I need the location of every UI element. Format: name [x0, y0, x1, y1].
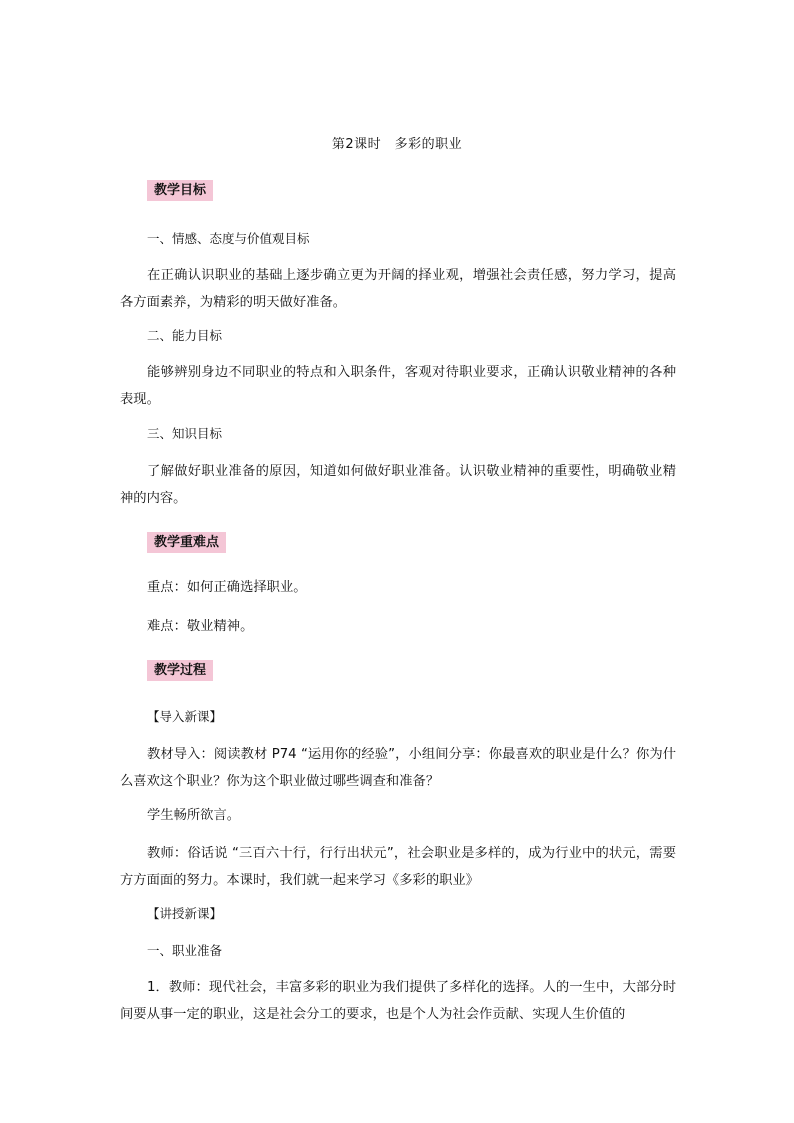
goal-heading-emotion: 一、情感、态度与价值观目标	[147, 231, 310, 246]
section-tag-key-points: 教学重难点	[147, 532, 226, 553]
goal-heading-knowledge: 三、知识目标	[147, 426, 223, 441]
intro-paragraph-students: 学生畅所欲言。	[147, 808, 241, 823]
intro-paragraph-material: 教材导入：阅读教材 P74 “运用你的经验”，小组间分享：你最喜欢的职业是什么？你为什么喜欢这个职业？你为这个职业做过哪些调查和准备？	[120, 747, 676, 789]
teacher-paragraph-career: 1．教师：现代社会，丰富多彩的职业为我们提供了多样化的选择。人的一生中，大部分时间要从事一定的职业，这是社会分工的要求，也是个人为社会作贡献、实现人生价值的	[120, 980, 676, 1022]
section-tag-teaching-process: 教学过程	[147, 660, 213, 681]
lesson-title: 第2课时 多彩的职业	[331, 137, 463, 152]
new-lesson-heading: 【讲授新课】	[147, 906, 223, 921]
key-point-difficulty: 难点：敬业精神。	[147, 619, 254, 634]
intro-heading: 【导入新课】	[147, 709, 223, 724]
goal-paragraph-emotion: 在正确认识职业的基础上逐步确立更为开阔的择业观，增强社会责任感，努力学习，提高各方面素养，为精彩的明天做好准备。	[120, 268, 676, 310]
key-point-focus: 重点：如何正确选择职业。	[147, 580, 307, 595]
goal-paragraph-knowledge: 了解做好职业准备的原因，知道如何做好职业准备。认识敬业精神的重要性，明确敬业精神的内容。	[120, 464, 676, 506]
section-tag-teaching-goals: 教学目标	[147, 180, 213, 201]
goal-heading-ability: 二、能力目标	[147, 328, 223, 343]
intro-paragraph-teacher: 教师：俗话说 “三百六十行，行行出状元”，社会职业是多样的，成为行业中的状元，需要方方面面的努力。本课时，我们就一起来学习《多彩的职业》	[120, 846, 676, 888]
goal-paragraph-ability: 能够辨别身边不同职业的特点和入职条件，客观对待职业要求，正确认识敬业精神的各种表现。	[120, 365, 676, 407]
subsection-heading-career-prep: 一、职业准备	[147, 943, 223, 958]
